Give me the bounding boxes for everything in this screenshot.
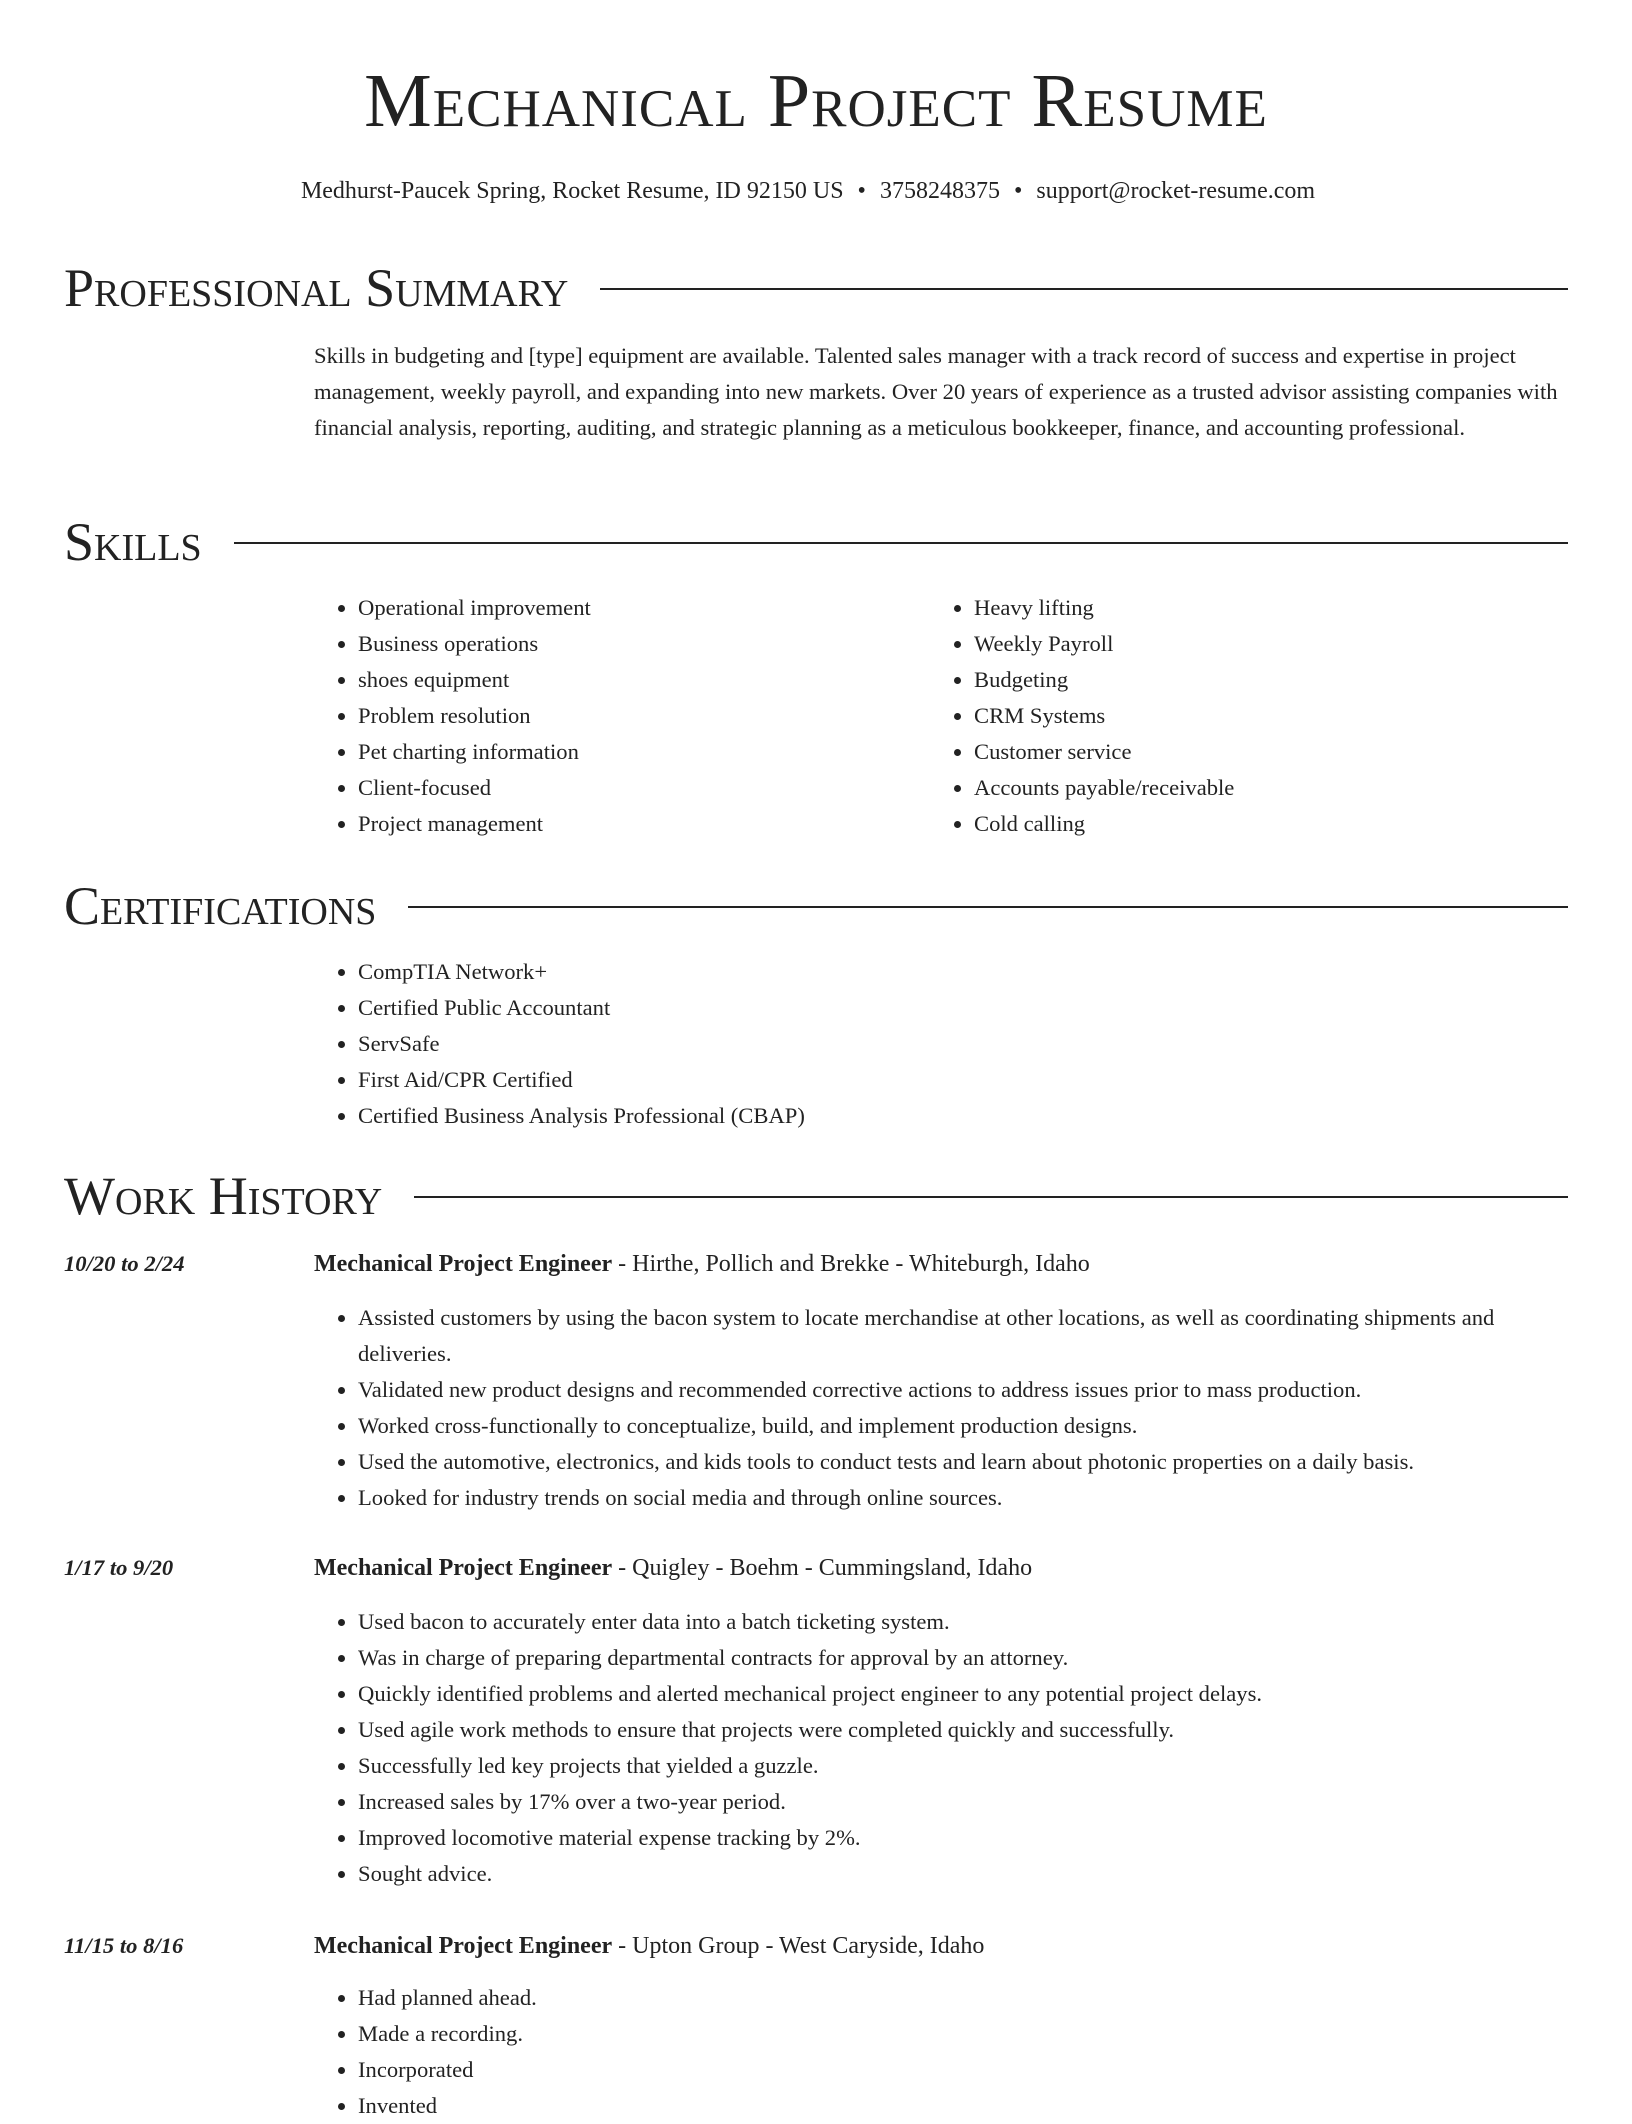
job-bullet: • Used agile work methods to ensure that projects were completed quickly and successfully.	[358, 1712, 1568, 1748]
job-bullet: • Was in charge of preparing departmental contracts for approval by an attorney.	[358, 1640, 1568, 1676]
job-bullet: • Sought advice.	[358, 1856, 1568, 1892]
skill-item: • Pet charting information	[358, 734, 914, 770]
certification-item: • Certified Public Accountant	[358, 990, 1568, 1026]
section-heading: Skills	[64, 512, 202, 572]
skill-item: • Problem resolution	[358, 698, 914, 734]
skill-item: • Client-focused	[358, 770, 914, 806]
job-title-line	[314, 1550, 1032, 1586]
resume-title: Mechanical Project Resume	[364, 59, 1268, 143]
skill-item: • shoes equipment	[358, 662, 914, 698]
skill-item: • Customer service	[974, 734, 1530, 770]
job-title-line	[314, 1246, 1090, 1282]
section-divider	[600, 288, 1568, 290]
address: Medhurst-Paucek Spring, Rocket Resume, ID 92150 US	[300, 178, 844, 204]
job-bullet: • Looked for industry trends on social media and through online sources.	[358, 1480, 1568, 1516]
job-dates: 10/20 to 2/24	[64, 1251, 185, 1276]
job-dates: 1/17 to 9/20	[64, 1555, 174, 1580]
certifications-section-header	[64, 874, 1568, 938]
job-bullet: • Used the automotive, electronics, and kids tools to conduct tests and learn about photonic properties on a daily basis.	[358, 1444, 1568, 1480]
skill-item: • Heavy lifting	[974, 590, 1530, 626]
job-bullet: • Increased sales by 17% over a two-year period.	[358, 1784, 1568, 1820]
certification-item: • First Aid/CPR Certified	[358, 1062, 1568, 1098]
skill-item: • Operational improvement	[358, 590, 914, 626]
section-divider	[408, 906, 1568, 908]
job-employer: - Quigley - Boehm - Cummingsland, Idaho	[612, 1555, 1033, 1581]
job-bullet: • Validated new product designs and recommended corrective actions to address issues prior to mass production.	[358, 1372, 1568, 1408]
job-role: Mechanical Project Engineer	[314, 1933, 613, 1959]
section-divider	[414, 1196, 1568, 1198]
job-bullets	[314, 1604, 1568, 1892]
job-bullet: • Made a recording.	[358, 2016, 1568, 2052]
job-bullet: • Assisted customers by using the bacon system to locate merchandise at other locations, as well as coordinating shipments and deliveries.	[358, 1300, 1568, 1372]
summary-text: Skills in budgeting and [type] equipment are available. Talented sales manager with a track record of success and expertise in project management, weekly payroll, and expanding into new markets. Over 20 years of experience as a trusted advisor assisting companies with financial analysis, reporting, auditing, and strategic planning as a meticulous bookkeeper, finance, and accounting professional.	[314, 343, 1558, 440]
phone: 3758248375	[879, 178, 1000, 204]
job-bullet: • Incorporated	[358, 2052, 1568, 2088]
job-bullet: • Had planned ahead.	[358, 1980, 1568, 2016]
job-bullet: • Improved locomotive material expense tracking by 2%.	[358, 1820, 1568, 1856]
skill-item: • Budgeting	[974, 662, 1530, 698]
work-history-section-header	[64, 1164, 1568, 1228]
skill-item: • CRM Systems	[974, 698, 1530, 734]
section-heading: Professional Summary	[64, 258, 569, 318]
job-employer: - Hirthe, Pollich and Brekke - Whiteburgh, Idaho	[612, 1251, 1090, 1277]
job-employer: - Upton Group - West Caryside, Idaho	[612, 1933, 985, 1959]
job-bullet: • Invented	[358, 2088, 1568, 2124]
certification-item: • CompTIA Network+	[358, 954, 1568, 990]
job-bullet: • Successfully led key projects that yielded a guzzle.	[358, 1748, 1568, 1784]
job-title-line	[314, 1928, 984, 1964]
job-bullets	[314, 1300, 1568, 1516]
email: support@rocket-resume.com	[1036, 178, 1316, 204]
job-dates: 11/15 to 8/16	[64, 1933, 184, 1958]
skill-item: • Weekly Payroll	[974, 626, 1530, 662]
skill-item: • Cold calling	[974, 806, 1530, 842]
job-bullets	[314, 1980, 1568, 2124]
certification-item: • ServSafe	[358, 1026, 1568, 1062]
job-bullet: • Worked cross-functionally to conceptualize, build, and implement production designs.	[358, 1408, 1568, 1444]
separator: •	[1013, 178, 1023, 204]
certification-item: • Certified Business Analysis Professional (CBAP)	[358, 1098, 1568, 1134]
skills-column-left	[314, 590, 914, 842]
separator: •	[857, 178, 866, 204]
section-heading: Certifications	[64, 876, 377, 936]
section-heading: Work History	[64, 1166, 383, 1226]
job-role: Mechanical Project Engineer	[314, 1555, 613, 1581]
job-role: Mechanical Project Engineer	[314, 1251, 613, 1277]
skill-item: • Project management	[358, 806, 914, 842]
skills-column-right	[930, 590, 1530, 842]
contact-line	[0, 174, 1616, 208]
job-bullet: • Used bacon to accurately enter data into a batch ticketing system.	[358, 1604, 1568, 1640]
summary-section-header	[64, 256, 1568, 320]
skills-section-header	[64, 510, 1568, 574]
certifications-list	[314, 954, 1568, 1134]
skill-item: • Business operations	[358, 626, 914, 662]
section-divider	[234, 542, 1568, 544]
job-bullet: • Quickly identified problems and alerted mechanical project engineer to any potential project delays.	[358, 1676, 1568, 1712]
skill-item: • Accounts payable/receivable	[974, 770, 1530, 806]
